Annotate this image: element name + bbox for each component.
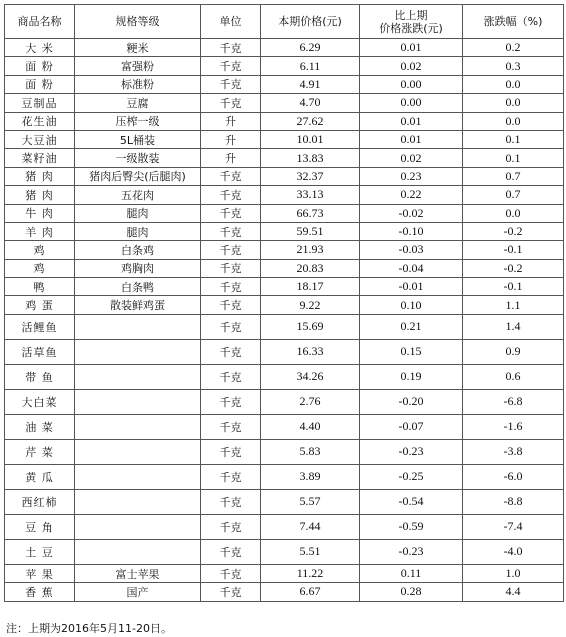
cell-product-name: 活鲤鱼 [5, 314, 75, 339]
cell-change-percent: -0.1 [463, 278, 564, 296]
cell-price-change: 0.00 [360, 94, 463, 112]
cell-current-price: 4.70 [261, 94, 360, 112]
cell-change-percent: -7.4 [463, 514, 564, 539]
cell-price-change: -0.23 [360, 439, 463, 464]
cell-price-change: 0.21 [360, 314, 463, 339]
table-row [5, 222, 564, 240]
cell-unit: 升 [201, 149, 261, 167]
table-row [5, 278, 564, 296]
cell-change-percent: 1.4 [463, 314, 564, 339]
cell-price-change: -0.25 [360, 464, 463, 489]
cell-change-percent: -4.0 [463, 539, 564, 564]
cell-product-name: 鸡 [5, 259, 75, 277]
table-row [5, 241, 564, 259]
cell-change-percent: 0.9 [463, 339, 564, 364]
cell-change-percent: 0.2 [463, 39, 564, 57]
cell-specification: 五花肉 [75, 186, 201, 204]
cell-unit: 升 [201, 112, 261, 130]
cell-current-price: 34.26 [261, 364, 360, 389]
cell-unit: 千克 [201, 94, 261, 112]
cell-product-name: 苹 果 [5, 564, 75, 582]
table-row [5, 389, 564, 414]
cell-current-price: 11.22 [261, 564, 360, 582]
cell-specification: 5L桶装 [75, 130, 201, 148]
cell-specification: 豆腐 [75, 94, 201, 112]
cell-change-percent: 0.7 [463, 186, 564, 204]
cell-price-change: 0.00 [360, 75, 463, 93]
cell-unit: 千克 [201, 339, 261, 364]
cell-unit: 千克 [201, 204, 261, 222]
cell-current-price: 2.76 [261, 389, 360, 414]
cell-product-name: 菜籽油 [5, 149, 75, 167]
cell-specification: 国产 [75, 583, 201, 601]
cell-unit: 升 [201, 130, 261, 148]
cell-product-name: 鸭 [5, 278, 75, 296]
cell-current-price: 18.17 [261, 278, 360, 296]
cell-change-percent: 1.0 [463, 564, 564, 582]
cell-product-name: 花生油 [5, 112, 75, 130]
table-row [5, 314, 564, 339]
cell-current-price: 9.22 [261, 296, 360, 314]
cell-price-change: -0.03 [360, 241, 463, 259]
cell-product-name: 鸡 蛋 [5, 296, 75, 314]
cell-specification: 标准粉 [75, 75, 201, 93]
cell-current-price: 13.83 [261, 149, 360, 167]
cell-change-percent: -0.1 [463, 241, 564, 259]
table-row [5, 514, 564, 539]
cell-product-name: 油 菜 [5, 414, 75, 439]
cell-price-change: -0.23 [360, 539, 463, 564]
cell-change-percent: 0.6 [463, 364, 564, 389]
cell-product-name: 面 粉 [5, 57, 75, 75]
cell-unit: 千克 [201, 57, 261, 75]
cell-price-change: 0.01 [360, 112, 463, 130]
cell-current-price: 5.57 [261, 489, 360, 514]
header-change-percent: 涨跌幅（%) [463, 5, 564, 39]
cell-price-change: 0.01 [360, 39, 463, 57]
cell-current-price: 10.01 [261, 130, 360, 148]
table-row [5, 204, 564, 222]
cell-price-change: -0.20 [360, 389, 463, 414]
cell-current-price: 5.51 [261, 539, 360, 564]
cell-change-percent: -8.8 [463, 489, 564, 514]
cell-product-name: 带 鱼 [5, 364, 75, 389]
cell-change-percent: 0.1 [463, 149, 564, 167]
cell-price-change: 0.10 [360, 296, 463, 314]
cell-change-percent: -6.8 [463, 389, 564, 414]
cell-product-name: 猪 肉 [5, 167, 75, 185]
cell-price-change: 0.01 [360, 130, 463, 148]
cell-product-name: 牛 肉 [5, 204, 75, 222]
table-row [5, 364, 564, 389]
cell-change-percent: 4.4 [463, 583, 564, 601]
cell-price-change: -0.04 [360, 259, 463, 277]
header-price-change: 比上期 价格涨跌(元) [360, 5, 463, 39]
table-row [5, 414, 564, 439]
cell-current-price: 27.62 [261, 112, 360, 130]
table-row [5, 57, 564, 75]
cell-unit: 千克 [201, 439, 261, 464]
table-row [5, 489, 564, 514]
cell-product-name: 大 米 [5, 39, 75, 57]
cell-unit: 千克 [201, 364, 261, 389]
cell-specification: 富士苹果 [75, 564, 201, 582]
price-table [4, 4, 564, 602]
cell-unit: 千克 [201, 314, 261, 339]
table-row [5, 583, 564, 601]
cell-price-change: 0.15 [360, 339, 463, 364]
cell-current-price: 16.33 [261, 339, 360, 364]
table-row [5, 112, 564, 130]
cell-product-name: 大白菜 [5, 389, 75, 414]
cell-change-percent: 1.1 [463, 296, 564, 314]
cell-unit: 千克 [201, 186, 261, 204]
table-row [5, 564, 564, 582]
cell-price-change: -0.59 [360, 514, 463, 539]
table-row [5, 259, 564, 277]
cell-change-percent: 0.0 [463, 94, 564, 112]
cell-change-percent: -6.0 [463, 464, 564, 489]
header-product-name: 商品名称 [5, 5, 75, 39]
cell-current-price: 3.89 [261, 464, 360, 489]
cell-current-price: 21.93 [261, 241, 360, 259]
cell-product-name: 芹 菜 [5, 439, 75, 464]
cell-unit: 千克 [201, 167, 261, 185]
cell-unit: 千克 [201, 389, 261, 414]
cell-product-name: 黄 瓜 [5, 464, 75, 489]
cell-specification [75, 339, 201, 364]
cell-price-change: 0.23 [360, 167, 463, 185]
cell-price-change: 0.02 [360, 149, 463, 167]
cell-price-change: 0.28 [360, 583, 463, 601]
cell-product-name: 羊 肉 [5, 222, 75, 240]
cell-current-price: 32.37 [261, 167, 360, 185]
table-row [5, 464, 564, 489]
table-body [5, 39, 564, 602]
cell-unit: 千克 [201, 259, 261, 277]
cell-current-price: 6.67 [261, 583, 360, 601]
cell-unit: 千克 [201, 583, 261, 601]
cell-current-price: 5.83 [261, 439, 360, 464]
cell-specification: 富强粉 [75, 57, 201, 75]
cell-unit: 千克 [201, 564, 261, 582]
cell-unit: 千克 [201, 278, 261, 296]
cell-change-percent: 0.7 [463, 167, 564, 185]
cell-price-change: 0.19 [360, 364, 463, 389]
cell-current-price: 7.44 [261, 514, 360, 539]
cell-unit: 千克 [201, 296, 261, 314]
cell-specification [75, 414, 201, 439]
header-unit: 单位 [201, 5, 261, 39]
cell-change-percent: 0.1 [463, 130, 564, 148]
cell-price-change: -0.54 [360, 489, 463, 514]
cell-price-change: -0.10 [360, 222, 463, 240]
cell-product-name: 面 粉 [5, 75, 75, 93]
table-row [5, 339, 564, 364]
cell-price-change: 0.22 [360, 186, 463, 204]
cell-product-name: 西红柿 [5, 489, 75, 514]
cell-current-price: 4.40 [261, 414, 360, 439]
cell-specification [75, 364, 201, 389]
table-row [5, 75, 564, 93]
footnote: 注：上期为2016年5月11-20日。 [6, 622, 172, 635]
cell-specification: 猪肉后臀尖(后腿肉) [75, 167, 201, 185]
cell-specification [75, 464, 201, 489]
cell-product-name: 猪 肉 [5, 186, 75, 204]
cell-current-price: 66.73 [261, 204, 360, 222]
cell-specification: 鸡胸肉 [75, 259, 201, 277]
table-row [5, 167, 564, 185]
cell-product-name: 活草鱼 [5, 339, 75, 364]
cell-current-price: 6.29 [261, 39, 360, 57]
cell-current-price: 6.11 [261, 57, 360, 75]
cell-specification: 白条鸡 [75, 241, 201, 259]
cell-current-price: 15.69 [261, 314, 360, 339]
cell-current-price: 33.13 [261, 186, 360, 204]
cell-specification [75, 539, 201, 564]
header-current-price: 本期价格(元) [261, 5, 360, 39]
cell-current-price: 59.51 [261, 222, 360, 240]
cell-specification: 一级散装 [75, 149, 201, 167]
table-row [5, 149, 564, 167]
cell-price-change: -0.01 [360, 278, 463, 296]
cell-specification [75, 439, 201, 464]
cell-change-percent: 0.3 [463, 57, 564, 75]
cell-unit: 千克 [201, 222, 261, 240]
cell-unit: 千克 [201, 539, 261, 564]
cell-current-price: 4.91 [261, 75, 360, 93]
table-row [5, 39, 564, 57]
cell-change-percent: -1.6 [463, 414, 564, 439]
cell-specification: 粳米 [75, 39, 201, 57]
cell-specification: 压榨一级 [75, 112, 201, 130]
cell-specification [75, 514, 201, 539]
table-row [5, 439, 564, 464]
cell-change-percent: -3.8 [463, 439, 564, 464]
cell-price-change: -0.02 [360, 204, 463, 222]
table-header-row [5, 5, 564, 39]
cell-unit: 千克 [201, 489, 261, 514]
table-row [5, 130, 564, 148]
cell-specification: 散装鲜鸡蛋 [75, 296, 201, 314]
cell-unit: 千克 [201, 75, 261, 93]
table-row [5, 186, 564, 204]
cell-current-price: 20.83 [261, 259, 360, 277]
table-row [5, 296, 564, 314]
cell-unit: 千克 [201, 241, 261, 259]
cell-unit: 千克 [201, 39, 261, 57]
cell-change-percent: 0.0 [463, 204, 564, 222]
header-specification: 规格等级 [75, 5, 201, 39]
cell-change-percent: 0.0 [463, 112, 564, 130]
cell-specification [75, 389, 201, 414]
cell-product-name: 鸡 [5, 241, 75, 259]
cell-specification [75, 489, 201, 514]
cell-change-percent: 0.0 [463, 75, 564, 93]
cell-price-change: -0.07 [360, 414, 463, 439]
cell-unit: 千克 [201, 414, 261, 439]
cell-price-change: 0.11 [360, 564, 463, 582]
cell-unit: 千克 [201, 514, 261, 539]
cell-unit: 千克 [201, 464, 261, 489]
cell-specification [75, 314, 201, 339]
cell-specification: 白条鸭 [75, 278, 201, 296]
cell-product-name: 大豆油 [5, 130, 75, 148]
table-row [5, 539, 564, 564]
cell-specification: 腿肉 [75, 222, 201, 240]
cell-change-percent: -0.2 [463, 222, 564, 240]
cell-specification: 腿肉 [75, 204, 201, 222]
cell-price-change: 0.02 [360, 57, 463, 75]
cell-product-name: 豆 角 [5, 514, 75, 539]
cell-product-name: 豆制品 [5, 94, 75, 112]
cell-change-percent: -0.2 [463, 259, 564, 277]
cell-product-name: 土 豆 [5, 539, 75, 564]
table-row [5, 94, 564, 112]
cell-product-name: 香 蕉 [5, 583, 75, 601]
